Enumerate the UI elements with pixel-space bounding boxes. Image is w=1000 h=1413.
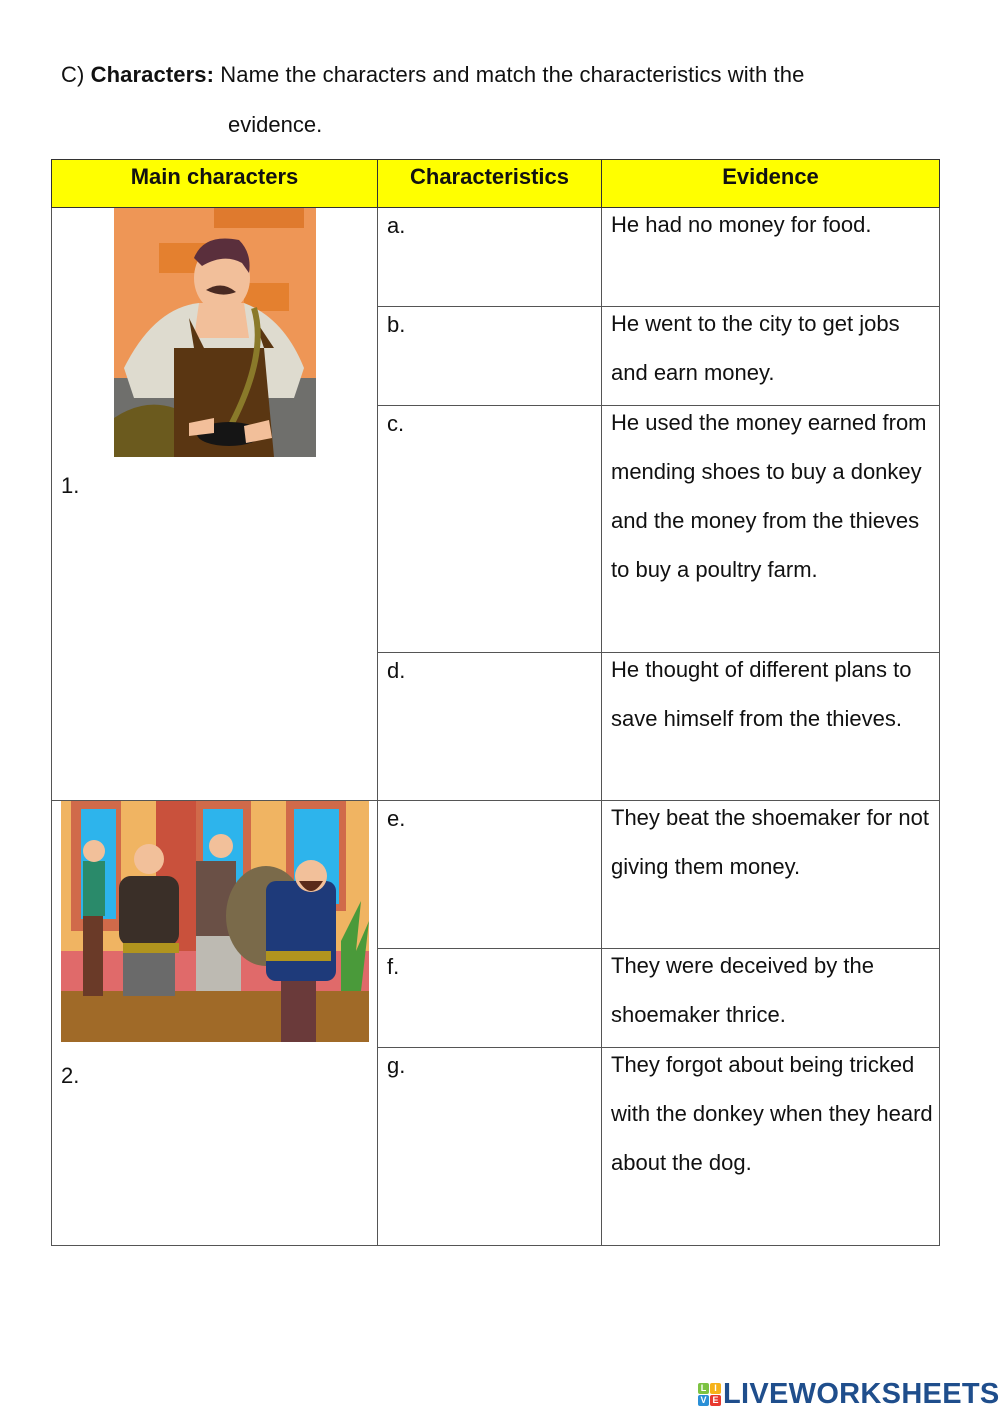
- header-characteristics: Characteristics: [378, 160, 602, 208]
- evidence-cell-f: They were deceived by the shoemaker thrice.: [602, 949, 940, 1048]
- character-number-1: 1.: [61, 473, 80, 498]
- liveworksheets-logo: [698, 1378, 1000, 1411]
- shoemaker-illustration: [114, 208, 316, 457]
- live-blocks-icon: L I V E: [698, 1383, 721, 1406]
- instruction-line: [61, 62, 804, 88]
- header-main-characters: Main characters: [52, 160, 378, 208]
- evidence-cell-g: They forgot about being tricked with the donkey when they heard about the dog.: [602, 1048, 940, 1246]
- evidence-cell-a: He had no money for food.: [602, 208, 940, 307]
- evidence-cell-d: He thought of different plans to save himself from the thieves.: [602, 653, 940, 801]
- table-row: [52, 208, 940, 307]
- characteristic-cell-d[interactable]: d.: [378, 653, 602, 801]
- character-number-2: 2.: [61, 1063, 80, 1088]
- evidence-cell-e: They beat the shoemaker for not giving them money.: [602, 801, 940, 949]
- characters-table: [51, 159, 940, 1246]
- characteristic-cell-a[interactable]: a.: [378, 208, 602, 307]
- characteristic-cell-g[interactable]: g.: [378, 1048, 602, 1246]
- characteristic-cell-e[interactable]: e.: [378, 801, 602, 949]
- character-cell-1: [52, 208, 378, 801]
- character-cell-2: [52, 801, 378, 1246]
- evidence-cell-c: He used the money earned from mending shoes to buy a donkey and the money from the thieves to buy a poultry farm.: [602, 406, 940, 653]
- table-row: [52, 801, 940, 949]
- brand-name: LIVEWORKSHEETS: [723, 1378, 1000, 1410]
- characteristic-cell-f[interactable]: f.: [378, 949, 602, 1048]
- characteristic-cell-b[interactable]: b.: [378, 307, 602, 406]
- instruction-line-2: evidence.: [228, 112, 323, 137]
- instruction-text: Name the characters and match the characteristics with the: [214, 62, 805, 87]
- instruction-label: Characters:: [90, 62, 215, 87]
- characteristic-cell-c[interactable]: c.: [378, 406, 602, 653]
- thieves-illustration: [61, 801, 369, 1042]
- evidence-cell-b: He went to the city to get jobs and earn money.: [602, 307, 940, 406]
- header-evidence: Evidence: [602, 160, 940, 208]
- instruction-prefix: C): [61, 62, 91, 87]
